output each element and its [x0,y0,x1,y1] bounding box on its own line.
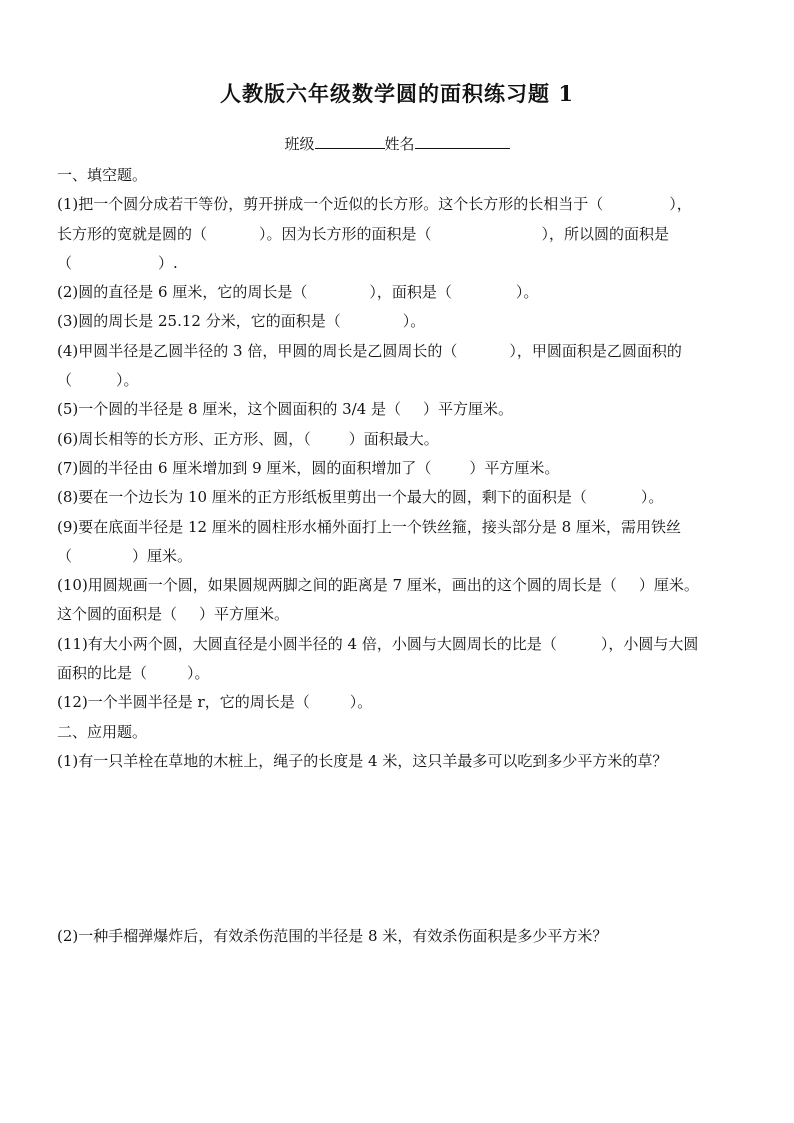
student-info-line [0,133,794,154]
question-9-line-1: (9)要在底面半径是 12 厘米的圆柱形水桶外面打上一个铁丝箍，接头部分是 8 厘米，需用铁丝 [57,517,681,536]
question-11-line-2: 面积的比是（ ）。 [57,664,210,683]
section1-heading: 一、填空题。 [57,166,148,184]
question-4-line-1: (4)甲圆半径是乙圆半径的 3 倍，甲圆的周长是乙圆周长的（ ），甲圆面积是乙圆面积的 [57,341,682,360]
question-7: (7)圆的半径由 6 厘米增加到 9 厘米，圆的面积增加了（ ）平方厘米。 [57,458,560,477]
question-3: (3)圆的周长是 25.12 分米，它的面积是（ ）。 [57,312,426,331]
application-question-1: (1)有一只羊栓在草地的木桩上，绳子的长度是 4 米，这只羊最多可以吃到多少平方米的草？ [57,751,668,770]
question-10-line-2: 这个圆的面积是（ ）平方厘米。 [57,605,290,624]
question-4-line-2: （ ）。 [57,371,139,390]
worksheet-content [57,161,741,952]
question-8: (8)要在一个边长为 10 厘米的正方形纸板里剪出一个最大的圆，剩下的面积是（ ）。 [57,488,664,507]
question-1-line-1: (1)把一个圆分成若干等份，剪开拼成一个近似的长方形。这个长方形的长相当于（ ）， [57,195,692,214]
question-5: (5)一个圆的半径是 8 厘米，这个圆面积的 3/4 是（ ）平方厘米。 [57,400,514,419]
question-2: (2)圆的直径是 6 厘米，它的周长是（ ），面积是（ ）。 [57,283,539,302]
question-11-line-1: (11)有大小两个圆，大圆直径是小圆半径的 4 倍，小圆与大圆周长的比是（ ），小圆与大圆 [57,634,699,653]
question-1-line-2: 长方形的宽就是圆的（ ）。因为长方形的面积是（ ），所以圆的面积是 [57,224,670,243]
question-12: (12)一个半圆半径是 r，它的周长是（ ）。 [57,693,373,712]
page-title: 人教版六年级数学圆的面积练习题 1 [220,81,574,106]
answer-space-1[interactable] [57,776,741,922]
name-label: 姓名 [384,135,415,153]
class-label: 班级 [284,135,315,153]
application-question-2: (2)一种手榴弹爆炸后，有效杀伤范围的半径是 8 米，有效杀伤面积是多少平方米？ [57,927,608,946]
question-6: (6)周长相等的长方形、正方形、圆，（ ）面积最大。 [57,429,439,448]
question-1-line-3: （ ）. [57,253,178,272]
question-9-line-2: （ ）厘米。 [57,546,193,565]
section2-heading: 二、应用题。 [57,722,148,741]
question-10-line-1: (10)用圆规画一个圆，如果圆规两脚之间的距离是 7 厘米，画出的这个圆的周长是（ ）厘米。 [57,576,699,595]
class-blank[interactable] [315,134,385,149]
name-blank[interactable] [415,134,510,149]
